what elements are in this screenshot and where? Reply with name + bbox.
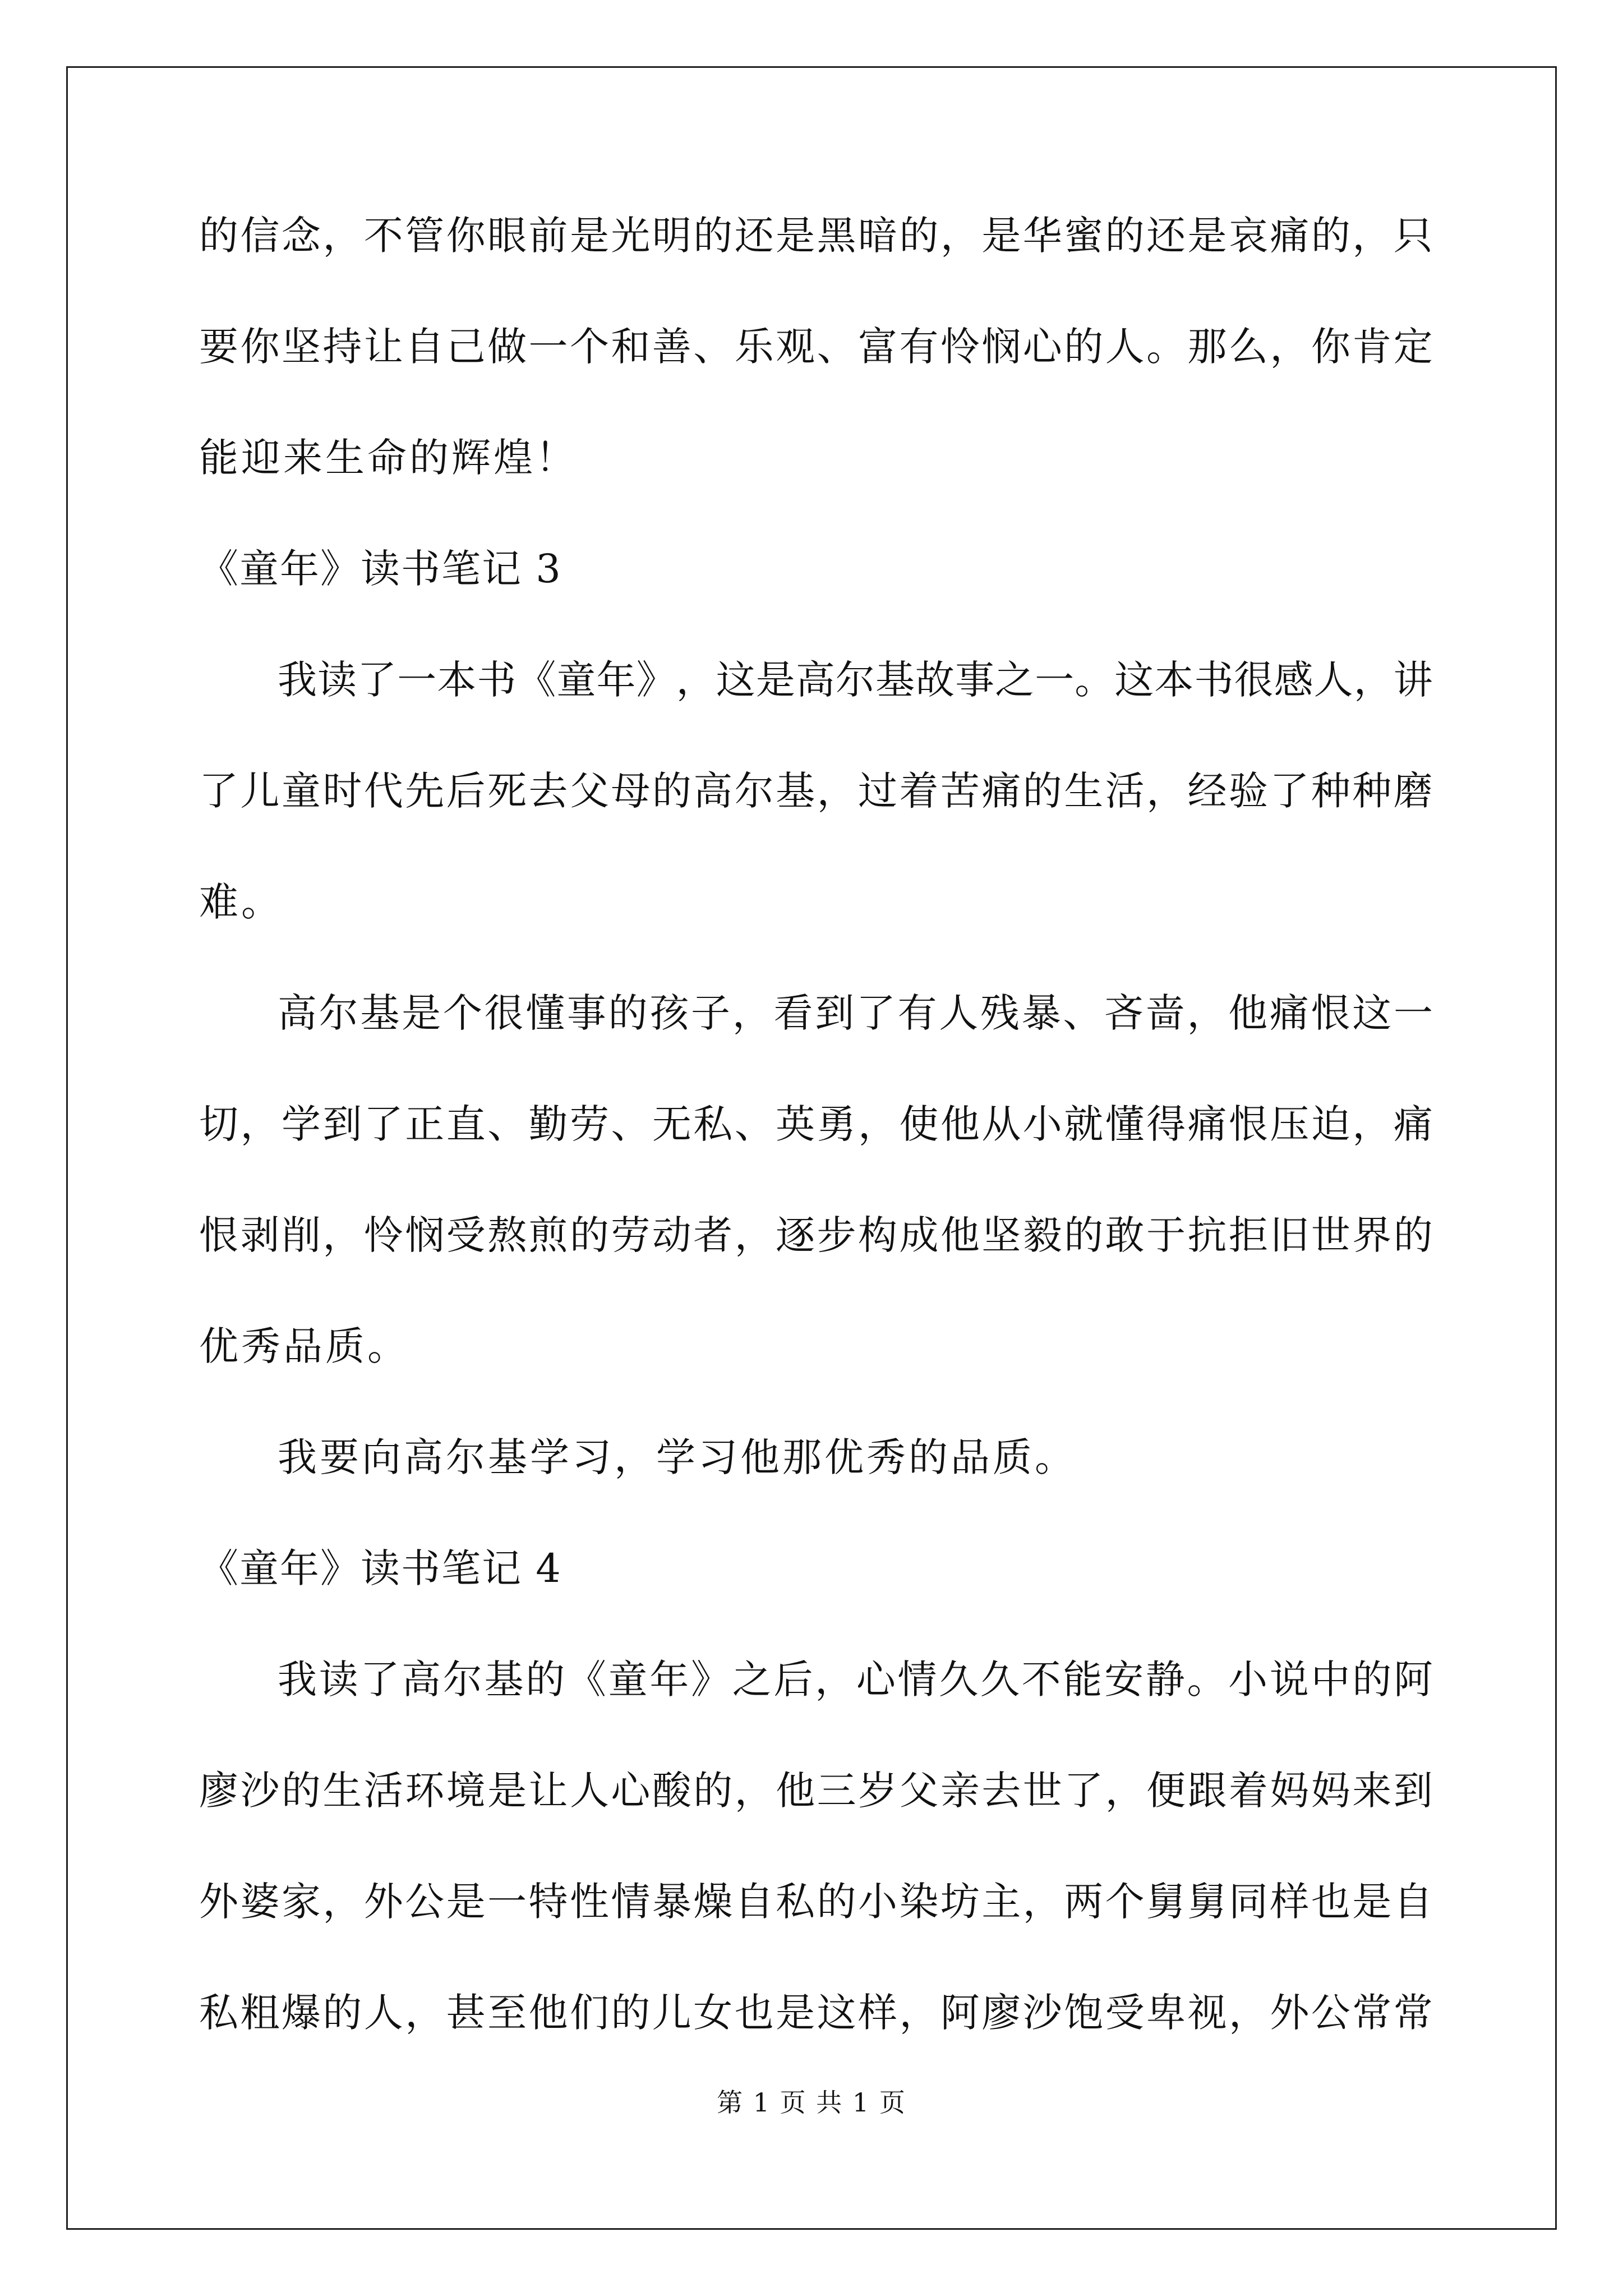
document-body <box>199 208 1433 2096</box>
text-line: 切 ， 学 到 了 正 直 、 勤 劳 、 无 私 、 英 勇 ， 使 他 从 小 就 懂 得 痛 恨 压 迫 ， 痛 <box>199 1101 1433 1147</box>
text-line: 难。 <box>199 879 283 925</box>
page-footer: 第 1 页 共 1 页 <box>717 2087 906 2118</box>
text-line: 我 读 了 一 本 书 《 童 年 》 ， 这 是 高 尔 基 故 事 之 一 。 这 本 书 很 感 人 ， 讲 <box>278 657 1433 703</box>
text-line: 优秀品质。 <box>199 1323 409 1369</box>
text-line: 了 儿 童 时 代 先 后 死 去 父 母 的 高 尔 基 ， 过 着 苦 痛 的 生 活 ， 经 验 了 种 种 磨 <box>199 768 1433 814</box>
text-line: 高 尔 基 是 个 很 懂 事 的 孩 子 ， 看 到 了 有 人 残 暴 、 吝 啬 ， 他 痛 恨 这 一 <box>278 990 1433 1036</box>
text-line: 廖 沙 的 生 活 环 境 是 让 人 心 酸 的 ， 他 三 岁 父 亲 去 世 了 ， 便 跟 着 妈 妈 来 到 <box>199 1768 1433 1814</box>
section-heading: 《童年》读书笔记 4 <box>199 1545 562 1591</box>
text-line: 我 读 了 高 尔 基 的 《 童 年 》 之 后 ， 心 情 久 久 不 能 安 静 。 小 说 中 的 阿 <box>278 1657 1433 1703</box>
text-line: 要 你 坚 持 让 自 己 做 一 个 和 善 、 乐 观 、 富 有 怜 悯 心 的 人 。 那 么 ， 你 肯 定 <box>199 324 1433 370</box>
section-heading: 《童年》读书笔记 3 <box>199 546 562 592</box>
text-line: 私 粗 爆 的 人 ， 甚 至 他 们 的 儿 女 也 是 这 样 ， 阿 廖 沙 饱 受 卑 视 ， 外 公 常 常 <box>199 1990 1433 2036</box>
text-line: 我要向高尔基学习，学习他那优秀的品质。 <box>278 1434 1077 1480</box>
text-line: 能迎来生命的辉煌！ <box>199 435 578 481</box>
text-line: 外 婆 家 ， 外 公 是 一 特 性 情 暴 燥 自 私 的 小 染 坊 主 ， 两 个 舅 舅 同 样 也 是 自 <box>199 1879 1433 1925</box>
text-line: 的 信 念 ， 不 管 你 眼 前 是 光 明 的 还 是 黑 暗 的 ， 是 华 蜜 的 还 是 哀 痛 的 ， 只 <box>199 213 1433 259</box>
text-line: 恨 剥 削 ， 怜 悯 受 熬 煎 的 劳 动 者 ， 逐 步 构 成 他 坚 毅 的 敢 于 抗 拒 旧 世 界 的 <box>199 1212 1433 1258</box>
